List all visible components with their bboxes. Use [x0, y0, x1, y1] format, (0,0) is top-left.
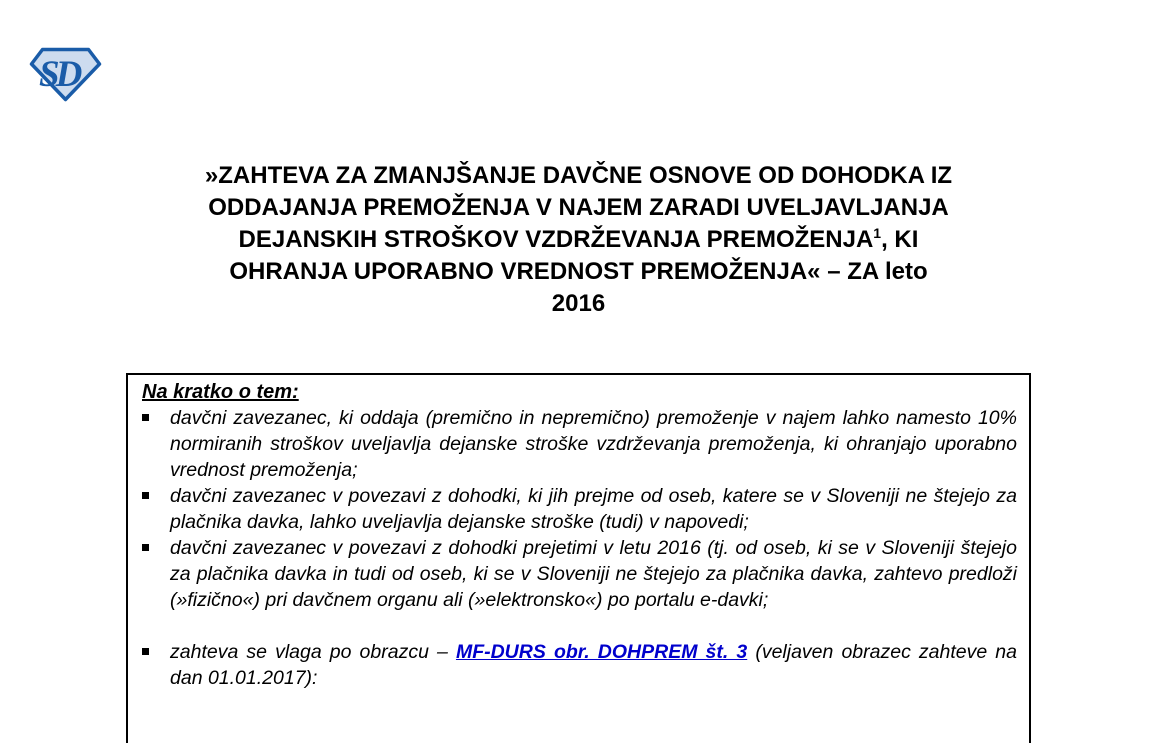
- title-line-3-text: DEJANSKIH STROŠKOV VZDRŽEVANJA PREMOŽENJA: [238, 226, 874, 253]
- list-item: [142, 535, 1017, 613]
- page-title: [126, 160, 1031, 320]
- dohprem-form-link[interactable]: MF-DURS obr. DOHPREM št. 3: [455, 641, 748, 663]
- list-item: [142, 483, 1017, 535]
- bullet-marker: [142, 405, 170, 483]
- bullet-marker: [142, 639, 170, 691]
- summary-box: [126, 373, 1031, 743]
- bullet-marker: [142, 535, 170, 613]
- bullet-4-text: [170, 639, 1017, 691]
- bullet-4-tail: (veljaven obrazec zahteve na dan 01.01.2017):: [170, 641, 1017, 689]
- bullet-3-text: davčni zavezanec v povezavi z dohodki prejetimi v letu 2016 (tj. od oseb, ki se v Sloveniji štejejo za plačnika davka in tudi od oseb, ki se v Sloveniji ne štejejo za plačnika davka, zahtevo predloži (»fizično«) pri davčnem organu ali (»elektronsko«) po portalu e-davki;: [170, 537, 1017, 611]
- sd-shield-logo-icon: [29, 45, 102, 103]
- bullet-2-text: davčni zavezanec v povezavi z dohodki, ki jih prejme od oseb, katere se v Sloveniji ne štejejo za plačnika davka, lahko uveljavlja dejanske stroške (tudi) v napovedi;: [170, 485, 1017, 533]
- list-item: [142, 405, 1017, 483]
- footnote-reference: 1: [873, 225, 882, 241]
- logo-letters: SD: [39, 54, 79, 95]
- bullet-1-text: davčni zavezanec, ki oddaja (premično in nepremično) premoženje v najem lahko namesto 10% normiranih stroškov uveljavlja dejanske stroške vzdrževanja premoženja, ki ohranjajo uporabno vrednost premoženja;: [170, 407, 1017, 481]
- square-bullet-icon: [142, 492, 149, 499]
- square-bullet-icon: [142, 414, 149, 421]
- blank-line: [142, 613, 1017, 639]
- summary-heading: Na kratko o tem:: [142, 381, 299, 403]
- title-line-3-tail: , KI: [881, 226, 919, 253]
- square-bullet-icon: [142, 648, 149, 655]
- square-bullet-icon: [142, 544, 149, 551]
- title-line-2: ODDAJANJA PREMOŽENJA V NAJEM ZARADI UVELJAVLJANJA: [208, 194, 949, 221]
- bullet-4-lead: zahteva se vlaga po obrazcu –: [170, 641, 456, 663]
- bullet-marker: [142, 483, 170, 535]
- sd-shield-logo-svg: [29, 45, 102, 103]
- title-line-1: »ZAHTEVA ZA ZMANJŠANJE DAVČNE OSNOVE OD DOHODKA IZ: [204, 162, 953, 189]
- list-item: [142, 639, 1017, 691]
- title-line-4: OHRANJA UPORABNO VREDNOST PREMOŽENJA« – ZA leto: [229, 258, 928, 285]
- title-line-5: 2016: [551, 290, 606, 317]
- title-line-3: [126, 224, 1031, 256]
